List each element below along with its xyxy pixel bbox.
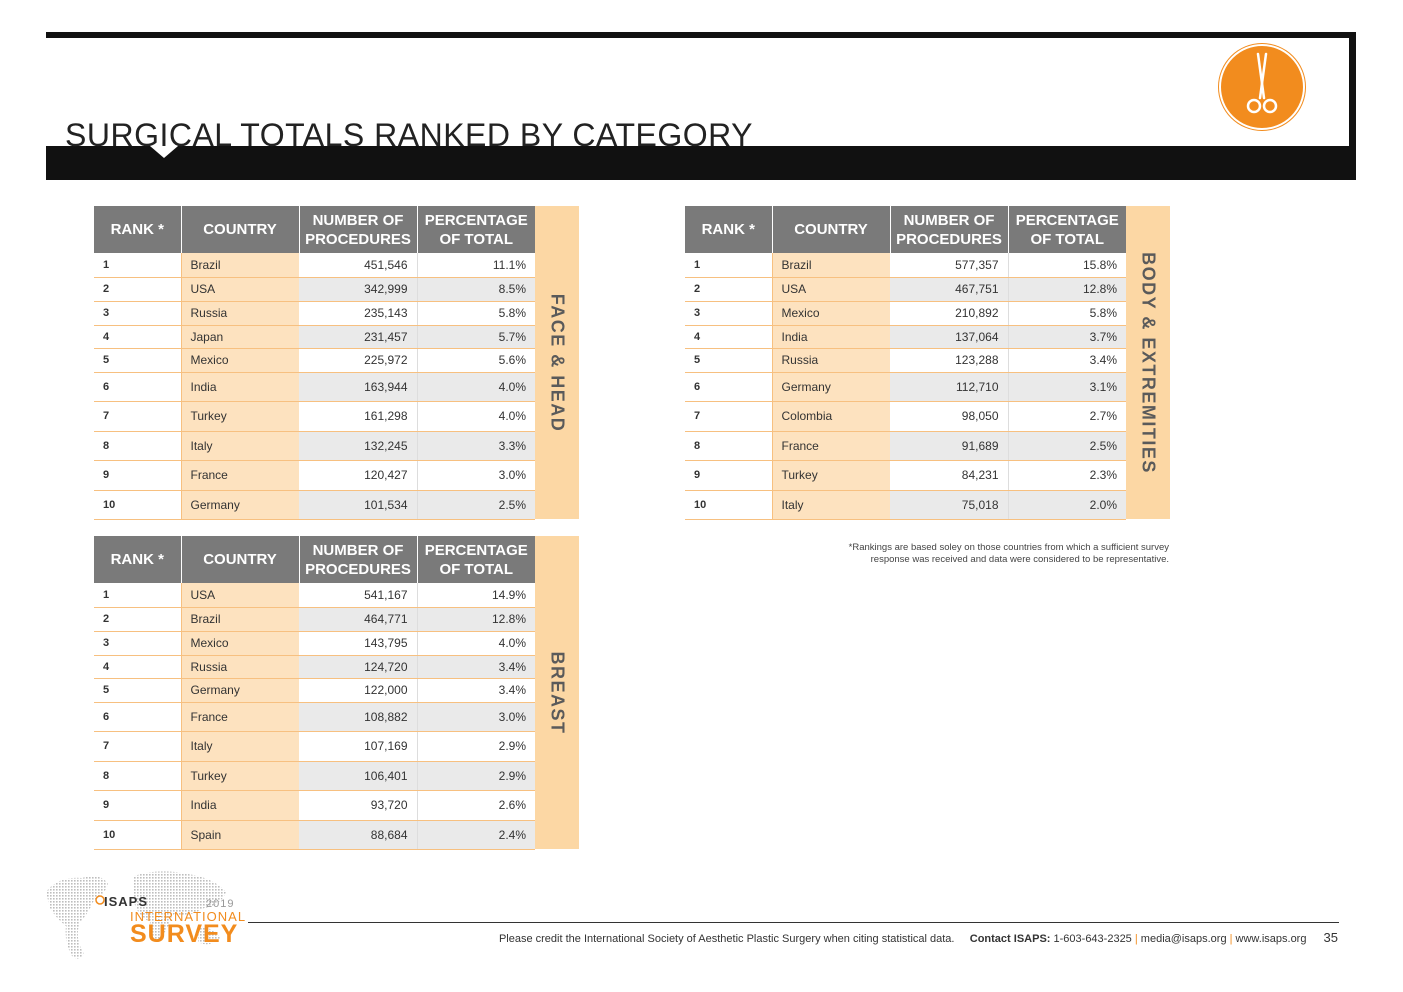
rank-cell: 4 (94, 325, 181, 348)
percentage-cell: 4.0% (417, 631, 535, 655)
rank-cell: 8 (94, 761, 181, 790)
rank-cell: 3 (94, 301, 181, 325)
rank-cell: 1 (94, 253, 181, 277)
rank-cell: 2 (94, 607, 181, 631)
footnote-line: response was received and data were considered to be representative. (870, 554, 1169, 565)
rank-cell: 1 (685, 253, 772, 277)
percentage-cell: 2.4% (417, 820, 535, 849)
footer-email-link[interactable]: media@isaps.org (1140, 933, 1227, 945)
percentage-header: PERCENTAGE OF TOTAL (417, 206, 535, 253)
percentage-cell: 5.8% (1008, 301, 1126, 325)
country-cell: USA (772, 277, 890, 301)
percentage-cell: 3.3% (417, 431, 535, 460)
percentage-cell: 2.5% (1008, 431, 1126, 460)
footer-separator: | (1134, 933, 1138, 945)
table-row (94, 761, 535, 790)
percentage-cell: 5.8% (417, 301, 535, 325)
page-number: 35 (1323, 930, 1338, 945)
procedures-cell: 161,298 (299, 401, 417, 431)
procedures-cell: 88,684 (299, 820, 417, 849)
percentage-cell: 3.0% (417, 702, 535, 731)
rank-cell: 8 (94, 431, 181, 460)
rankings-footnote (760, 542, 1169, 566)
percentage-cell: 2.9% (417, 731, 535, 761)
country-cell: Germany (181, 678, 299, 702)
country-cell: India (181, 372, 299, 401)
procedures-cell: 210,892 (890, 301, 1008, 325)
percentage-cell: 2.7% (1008, 401, 1126, 431)
country-cell: Turkey (772, 460, 890, 490)
body-extremities-category-label: BODY & EXTREMITIES (1126, 206, 1170, 519)
rank-cell: 1 (94, 583, 181, 607)
rank-cell: 10 (94, 820, 181, 849)
procedures-cell: 137,064 (890, 325, 1008, 348)
percentage-cell: 11.1% (417, 253, 535, 277)
table-row (685, 460, 1126, 490)
country-cell: Turkey (181, 761, 299, 790)
procedures-cell: 123,288 (890, 348, 1008, 372)
procedures-cell: 464,771 (299, 607, 417, 631)
header-top-border (46, 32, 1356, 38)
country-cell: France (181, 460, 299, 490)
face-head-category-label: FACE & HEAD (535, 206, 579, 519)
procedures-cell: 163,944 (299, 372, 417, 401)
country-header: COUNTRY (181, 536, 299, 583)
rank-cell: 9 (94, 790, 181, 820)
country-cell: Russia (181, 655, 299, 678)
country-cell: Brazil (772, 253, 890, 277)
country-cell: Germany (772, 372, 890, 401)
percentage-cell: 12.8% (1008, 277, 1126, 301)
rank-cell: 5 (94, 348, 181, 372)
procedures-cell: 108,882 (299, 702, 417, 731)
footer-contact-label: Contact ISAPS: (969, 933, 1051, 945)
percentage-cell: 3.1% (1008, 372, 1126, 401)
procedures-cell: 98,050 (890, 401, 1008, 431)
rank-cell: 9 (94, 460, 181, 490)
table-row (94, 431, 535, 460)
logo-international: INTERNATIONAL (130, 909, 247, 924)
table-row (94, 372, 535, 401)
table-row (685, 253, 1126, 277)
country-cell: Russia (181, 301, 299, 325)
procedures-cell: 101,534 (299, 490, 417, 519)
country-cell: Japan (181, 325, 299, 348)
country-cell: Brazil (181, 607, 299, 631)
table-row (685, 401, 1126, 431)
procedures-cell: 93,720 (299, 790, 417, 820)
procedures-cell: 231,457 (299, 325, 417, 348)
footer (248, 930, 1338, 945)
country-cell: France (772, 431, 890, 460)
rank-cell: 9 (685, 460, 772, 490)
country-cell: Brazil (181, 253, 299, 277)
procedures-cell: 132,245 (299, 431, 417, 460)
country-cell: Mexico (181, 631, 299, 655)
rank-cell: 4 (94, 655, 181, 678)
percentage-cell: 2.0% (1008, 490, 1126, 519)
rank-cell: 5 (94, 678, 181, 702)
percentage-cell: 5.7% (417, 325, 535, 348)
rank-header: RANK * (94, 536, 181, 583)
rank-cell: 3 (685, 301, 772, 325)
rank-cell: 7 (94, 401, 181, 431)
country-cell: Germany (181, 490, 299, 519)
logo-year: 2019 (206, 898, 235, 910)
country-cell: Italy (181, 431, 299, 460)
percentage-cell: 3.4% (417, 655, 535, 678)
procedures-cell: 225,972 (299, 348, 417, 372)
country-header: COUNTRY (772, 206, 890, 253)
procedures-cell: 577,357 (890, 253, 1008, 277)
country-cell: Italy (772, 490, 890, 519)
procedures-cell: 91,689 (890, 431, 1008, 460)
rank-cell: 6 (94, 372, 181, 401)
table-row (94, 401, 535, 431)
country-cell: Mexico (772, 301, 890, 325)
footer-divider (248, 922, 1339, 923)
rank-cell: 7 (685, 401, 772, 431)
isaps-survey-logo (38, 862, 248, 972)
country-cell: USA (181, 277, 299, 301)
footer-phone: 1-603-643-2325 (1053, 933, 1132, 945)
percentage-cell: 3.0% (417, 460, 535, 490)
table-row (94, 607, 535, 631)
table-row (685, 325, 1126, 348)
table-row (94, 348, 535, 372)
table-row (94, 325, 535, 348)
footer-website-link[interactable]: www.isaps.org (1235, 933, 1307, 945)
percentage-cell: 4.0% (417, 372, 535, 401)
procedures-cell: 451,546 (299, 253, 417, 277)
percentage-cell: 3.4% (417, 678, 535, 702)
procedures-cell: 124,720 (299, 655, 417, 678)
country-cell: USA (181, 583, 299, 607)
country-cell: Russia (772, 348, 890, 372)
procedures-cell: 143,795 (299, 631, 417, 655)
table-row (94, 678, 535, 702)
rank-cell: 6 (685, 372, 772, 401)
country-cell: India (181, 790, 299, 820)
face-head-grid (94, 206, 535, 520)
procedures-cell: 112,710 (890, 372, 1008, 401)
country-cell: Italy (181, 731, 299, 761)
footer-credit: Please credit the International Society of Aesthetic Plastic Surgery when citing statistical data. (498, 933, 955, 945)
rank-header: RANK * (94, 206, 181, 253)
procedures-header: NUMBER OF PROCEDURES (890, 206, 1008, 253)
procedures-cell: 84,231 (890, 460, 1008, 490)
breast-grid (94, 536, 535, 850)
procedures-cell: 120,427 (299, 460, 417, 490)
table-row (94, 631, 535, 655)
table-row (94, 490, 535, 519)
percentage-cell: 2.3% (1008, 460, 1126, 490)
country-header: COUNTRY (181, 206, 299, 253)
footer-separator: | (1229, 933, 1233, 945)
percentage-cell: 14.9% (417, 583, 535, 607)
percentage-cell: 4.0% (417, 401, 535, 431)
country-cell: Mexico (181, 348, 299, 372)
table-row (94, 277, 535, 301)
rank-cell: 2 (94, 277, 181, 301)
table-row (685, 431, 1126, 460)
procedures-cell: 122,000 (299, 678, 417, 702)
rank-cell: 2 (685, 277, 772, 301)
body-extremities-table (685, 206, 1126, 520)
table-row (94, 731, 535, 761)
breast-table (94, 536, 535, 850)
percentage-cell: 2.5% (417, 490, 535, 519)
table-row (685, 277, 1126, 301)
country-cell: Spain (181, 820, 299, 849)
footnote-line: *Rankings are based soley on those countries from which a sufficient survey (848, 542, 1169, 553)
table-row (685, 490, 1126, 519)
percentage-cell: 2.9% (417, 761, 535, 790)
body-extremities-grid (685, 206, 1126, 520)
percentage-cell: 2.6% (417, 790, 535, 820)
country-cell: France (181, 702, 299, 731)
table-row (94, 301, 535, 325)
rank-cell: 6 (94, 702, 181, 731)
rank-cell: 10 (685, 490, 772, 519)
procedures-cell: 75,018 (890, 490, 1008, 519)
logo-brand: ISAPS (104, 894, 149, 909)
procedures-cell: 541,167 (299, 583, 417, 607)
table-row (94, 460, 535, 490)
percentage-cell: 3.4% (1008, 348, 1126, 372)
rank-cell: 8 (685, 431, 772, 460)
table-row (94, 702, 535, 731)
percentage-cell: 3.7% (1008, 325, 1126, 348)
percentage-cell: 5.6% (417, 348, 535, 372)
percentage-header: PERCENTAGE OF TOTAL (1008, 206, 1126, 253)
percentage-cell: 8.5% (417, 277, 535, 301)
table-row (94, 655, 535, 678)
rank-header: RANK * (685, 206, 772, 253)
rank-cell: 3 (94, 631, 181, 655)
rank-cell: 5 (685, 348, 772, 372)
procedures-header: NUMBER OF PROCEDURES (299, 536, 417, 583)
table-row (685, 301, 1126, 325)
table-row (94, 253, 535, 277)
percentage-cell: 15.8% (1008, 253, 1126, 277)
country-cell: India (772, 325, 890, 348)
procedures-header: NUMBER OF PROCEDURES (299, 206, 417, 253)
procedures-cell: 467,751 (890, 277, 1008, 301)
procedures-cell: 342,999 (299, 277, 417, 301)
breast-category-label: BREAST (535, 536, 579, 849)
page-title: SURGICAL TOTALS RANKED BY CATEGORY (65, 117, 753, 154)
rank-cell: 7 (94, 731, 181, 761)
face-head-table (94, 206, 535, 520)
table-row (685, 372, 1126, 401)
table-row (94, 790, 535, 820)
country-cell: Turkey (181, 401, 299, 431)
table-row (94, 820, 535, 849)
country-cell: Colombia (772, 401, 890, 431)
rank-cell: 4 (685, 325, 772, 348)
procedures-cell: 106,401 (299, 761, 417, 790)
scissors-icon (1219, 44, 1305, 130)
rank-cell: 10 (94, 490, 181, 519)
percentage-cell: 12.8% (417, 607, 535, 631)
percentage-header: PERCENTAGE OF TOTAL (417, 536, 535, 583)
procedures-cell: 235,143 (299, 301, 417, 325)
procedures-cell: 107,169 (299, 731, 417, 761)
logo-survey: SURVEY (130, 920, 239, 948)
table-row (685, 348, 1126, 372)
table-row (94, 583, 535, 607)
